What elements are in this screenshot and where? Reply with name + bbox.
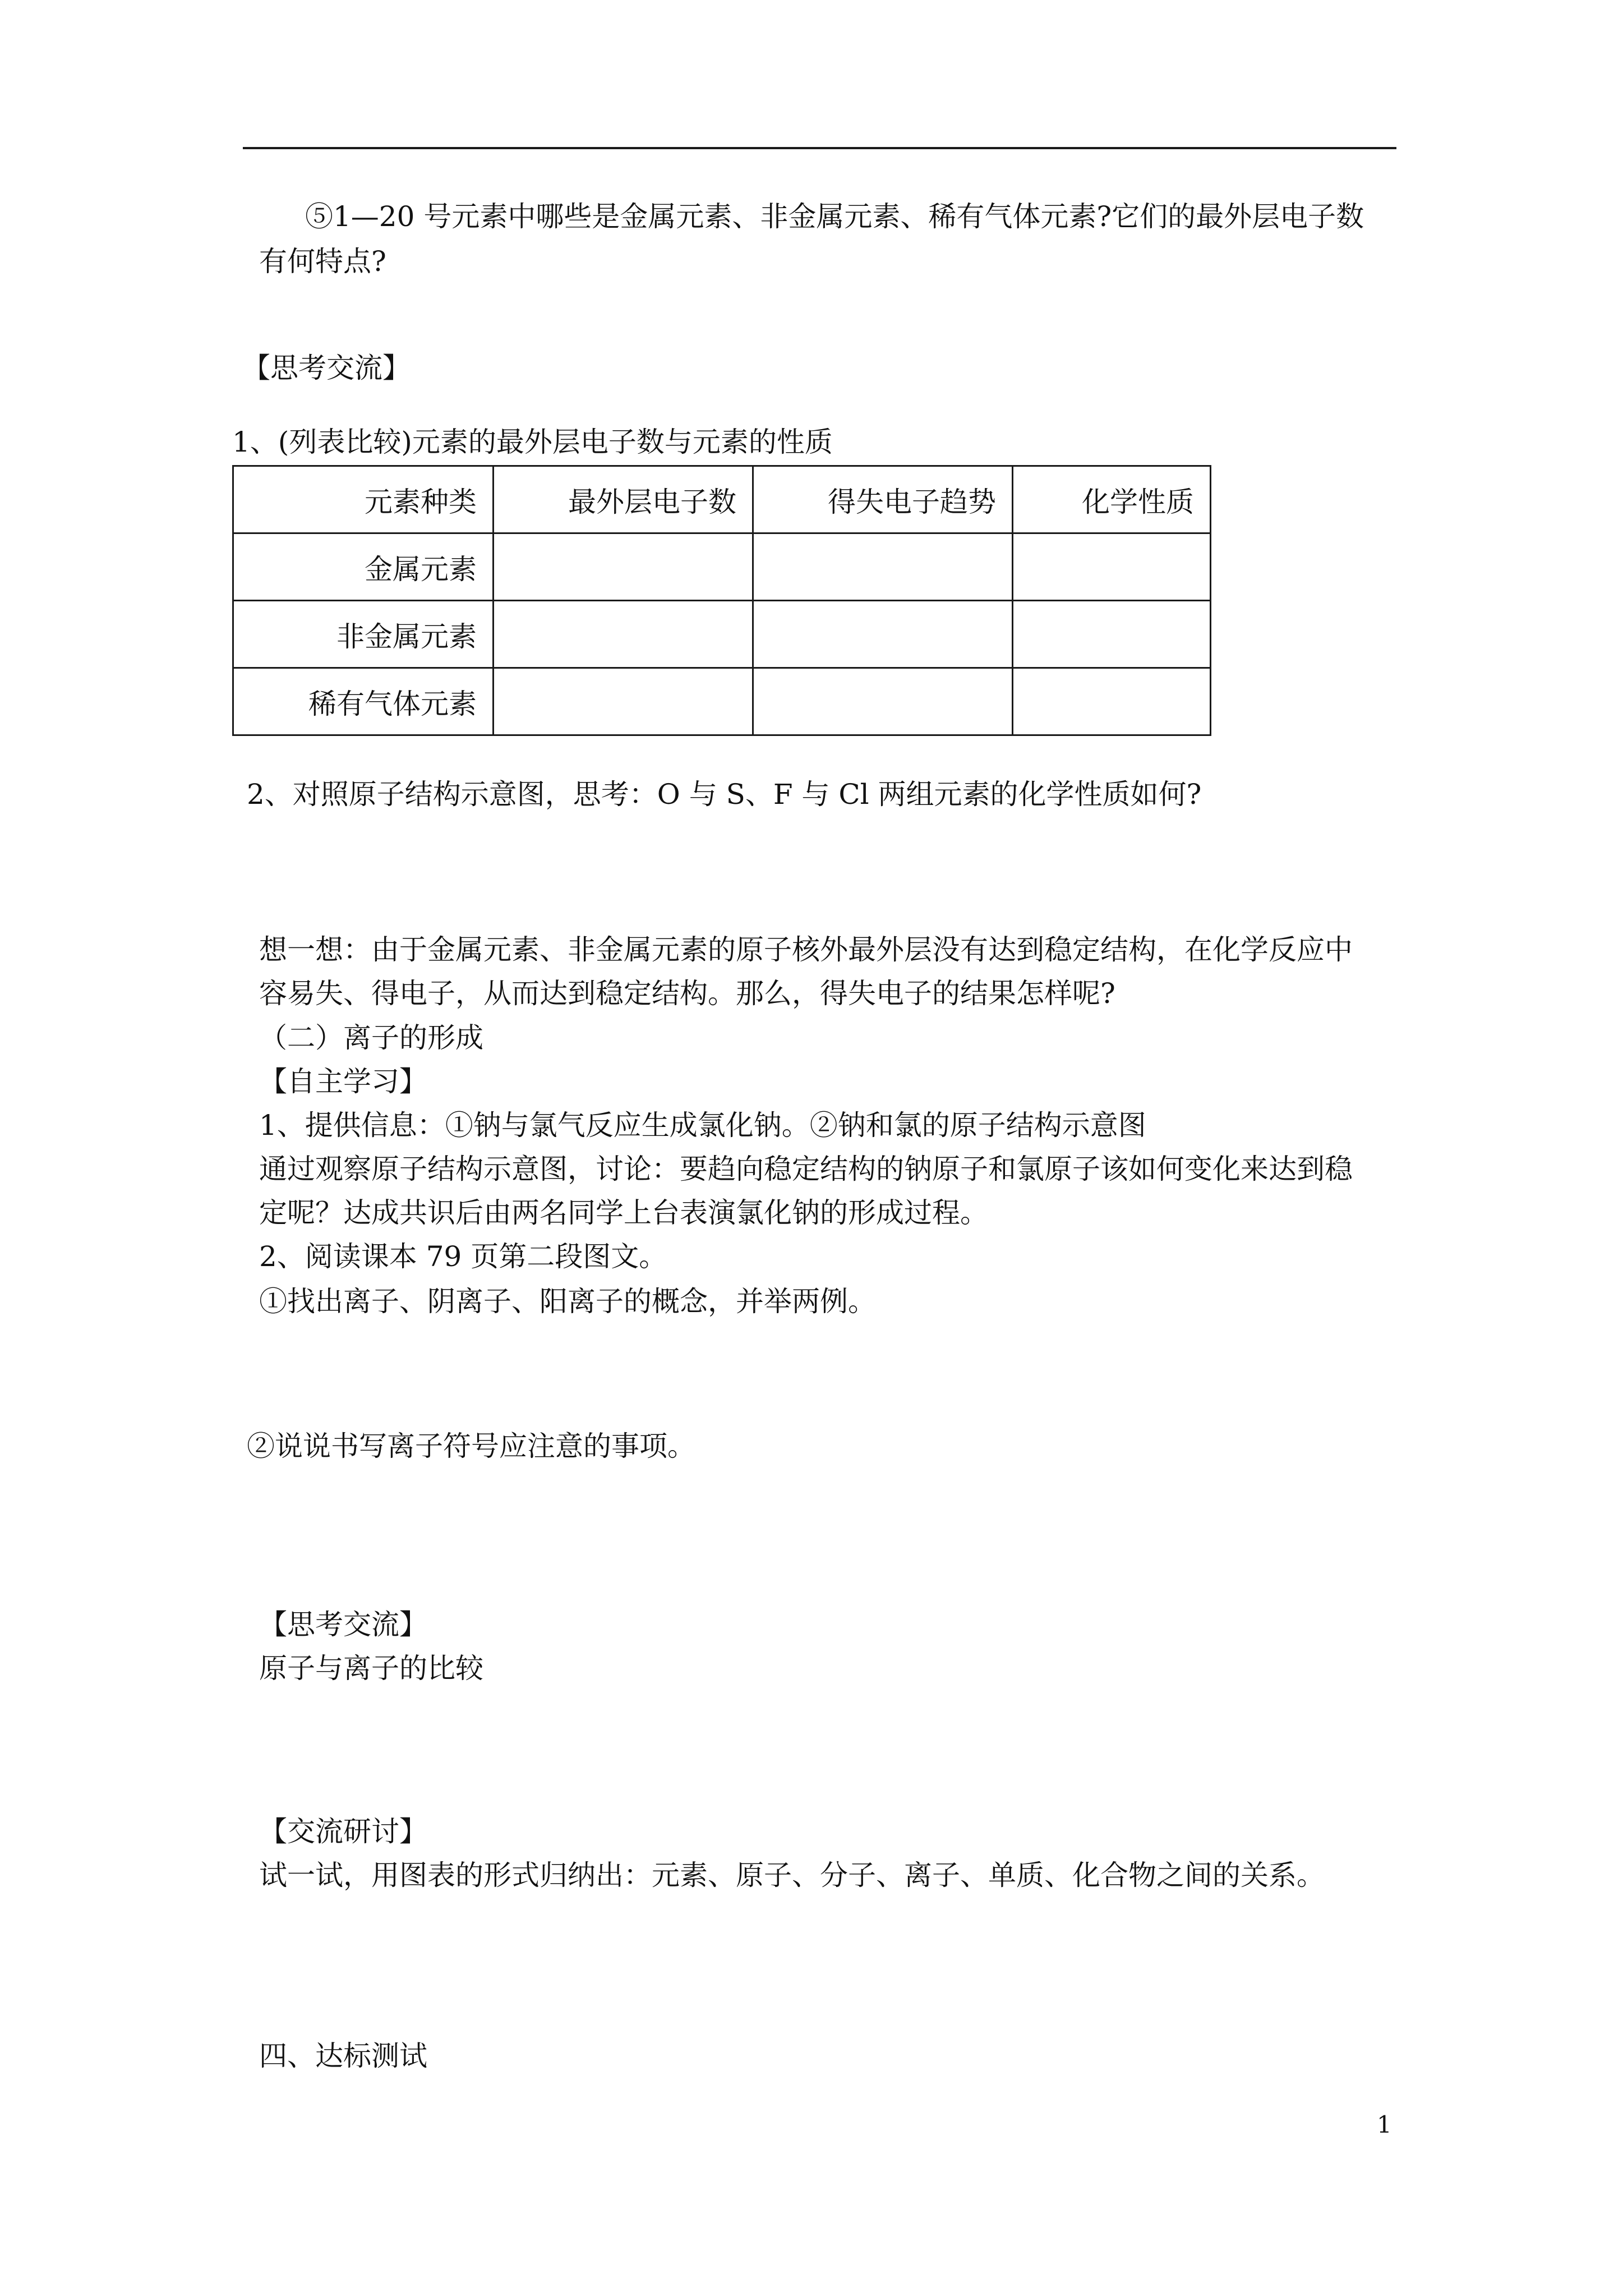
table-cell [1013,533,1211,601]
table-row [233,601,1211,668]
table-cell [494,601,753,668]
question-5-line-1: ⑤1—20 号元素中哪些是金属元素、非金属元素、稀有气体元素?它们的最外层电子数 [305,200,1364,233]
summary-task-text: 试一试，用图表的形式归纳出：元素、原子、分子、离子、单质、化合物之间的关系。 [259,1859,1325,1892]
table-header-cell: 元素种类 [233,466,494,533]
sub-question-1: ①找出离子、阴离子、阳离子的概念，并举两例。 [259,1285,876,1318]
think-exchange-heading: 【思考交流】 [242,352,411,384]
table-intro-text: 1、(列表比较)元素的最外层电子数与元素的性质 [232,426,833,458]
table-row-label: 金属元素 [233,533,494,601]
element-comparison-table [232,465,1211,736]
sub-question-2: ②说说书写离子符号应注意的事项。 [247,1430,695,1462]
reading-item-2: 2、阅读课本 79 页第二段图文。 [259,1240,667,1273]
self-study-heading: 【自主学习】 [259,1065,427,1098]
section-title-standard-test: 四、达标测试 [259,2040,427,2072]
table-cell [1013,668,1211,735]
table-cell [753,668,1013,735]
question-2-text: 2、对照原子结构示意图，思考：O 与 S、F 与 Cl 两组元素的化学性质如何? [247,778,1202,811]
think-text-line-1: 想一想：由于金属元素、非金属元素的原子核外最外层没有达到稳定结构，在化学反应中 [259,933,1353,966]
discussion-line-1: 通过观察原子结构示意图，讨论：要趋向稳定结构的钠原子和氯原子该如何变化来达到稳 [259,1153,1353,1185]
info-item-1: 1、提供信息：①钠与氯气反应生成氯化钠。②钠和氯的原子结构示意图 [259,1109,1146,1142]
table-cell [753,533,1013,601]
think-text-line-2: 容易失、得电子，从而达到稳定结构。那么，得失电子的结果怎样呢? [259,977,1115,1010]
table-header-cell: 最外层电子数 [494,466,753,533]
discussion-line-2: 定呢？达成共识后由两名同学上台表演氯化钠的形成过程。 [259,1197,988,1229]
table-cell [494,533,753,601]
page-number: 1 [1377,2111,1392,2138]
table-header-cell: 化学性质 [1013,466,1211,533]
table-row-label: 稀有气体元素 [233,668,494,735]
table-cell [1013,601,1211,668]
header-rule [243,147,1396,149]
table-row-label: 非金属元素 [233,601,494,668]
think-exchange-heading-2: 【思考交流】 [259,1608,427,1641]
section-title-ion-formation: （二）离子的形成 [259,1022,483,1054]
table-row [233,533,1211,601]
atom-ion-comparison-text: 原子与离子的比较 [259,1652,483,1685]
table-header-cell: 得失电子趋势 [753,466,1013,533]
table-cell [494,668,753,735]
discussion-heading: 【交流研讨】 [259,1815,427,1848]
question-5-line-2: 有何特点? [259,245,386,278]
table-header-row [233,466,1211,533]
table-cell [753,601,1013,668]
table-row [233,668,1211,735]
